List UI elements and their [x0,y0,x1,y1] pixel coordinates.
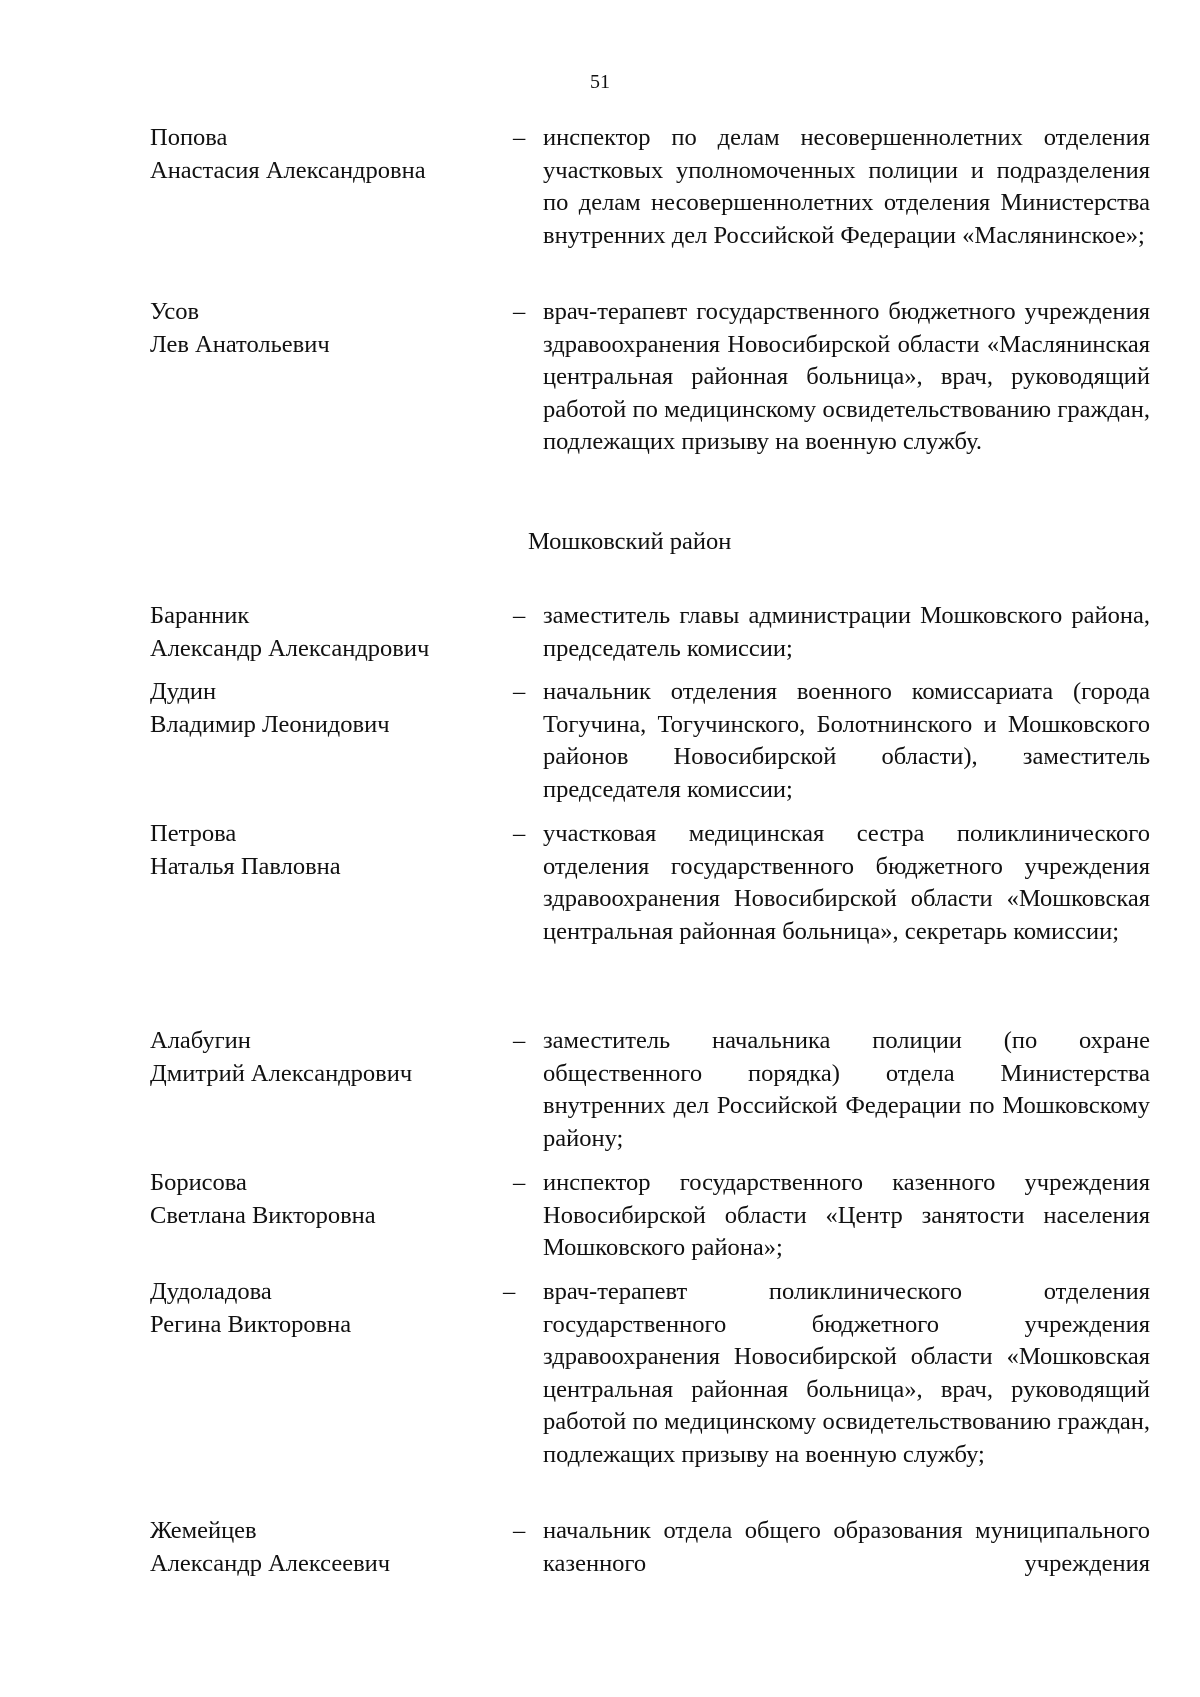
surname: Попова [150,124,228,151]
surname: Алабугин [150,1027,251,1054]
person-name [150,296,500,361]
position-description: участковая медицинская сестра поликлинического отделения государственного бюджетного учреждения здравоохранения Новосибирской области «Мошковская центральная районная больница», секретарь комиссии; [543,820,1150,945]
surname: Борисова [150,1169,247,1196]
position-description: заместитель главы администрации Мошковского района, председатель комиссии; [543,602,1150,662]
position-description: врач-терапевт поликлинического отделения государственного бюджетного учреждения здравоохранения Новосибирской области «Мошковская центральная районная больница», врач, руководящий работой по медицинскому освидетельствованию граждан, подлежащих призыву на военную службу; [543,1278,1150,1468]
person-name [150,1276,500,1341]
position-description: начальник отдела общего образования муниципального казенного учреждения [543,1517,1150,1577]
position-description: начальник отделения военного комиссариата (города Тогучина, Тогучинского, Болотнинского и Мошковского районов Новосибирской области), заместитель председателя комиссии; [543,678,1150,803]
dash-separator: – [503,1278,516,1305]
page-number: 51 [590,71,610,93]
dash-separator: – [513,298,526,325]
dash-separator: – [513,678,526,705]
given-names: Александр Алексеевич [150,1549,391,1577]
position-description: инспектор по делам несовершеннолетних отделения участковых уполномоченных полиции и подразделения по делам несовершеннолетних отделения Министерства внутренних дел Российской Федерации «Маслянинское»; [543,124,1150,249]
person-name [150,122,500,187]
position-description: инспектор государственного казенного учреждения Новосибирской области «Центр занятости населения Мошковского района»; [543,1169,1150,1262]
dash-separator: – [513,1517,526,1544]
surname: Баранник [150,602,250,629]
surname: Петрова [150,820,237,847]
given-names: Лев Анатольевич [150,330,330,358]
dash-separator: – [513,602,526,629]
given-names: Владимир Леонидович [150,710,390,738]
person-name [150,1025,500,1090]
person-name [150,1515,500,1580]
person-name [150,676,500,741]
dash-separator: – [513,820,526,847]
surname: Дудин [150,678,217,705]
surname: Жемейцев [150,1517,257,1544]
given-names: Дмитрий Александрович [150,1059,413,1087]
given-names: Анастасия Александровна [150,156,426,184]
given-names: Александр Александрович [150,634,430,662]
position-description: заместитель начальника полиции (по охране общественного порядка) отдела Министерства внутренних дел Российской Федерации по Мошковскому району; [543,1027,1150,1152]
position-description: врач-терапевт государственного бюджетного учреждения здравоохранения Новосибирской области «Маслянинская центральная районная больница», врач, руководящий работой по медицинскому освидетельствованию граждан, подлежащих призыву на военную службу. [543,298,1150,456]
person-name [150,818,500,883]
given-names: Наталья Павловна [150,852,341,880]
dash-separator: – [513,124,526,151]
district-heading: Мошковский район [528,528,732,555]
dash-separator: – [513,1027,526,1054]
person-name [150,600,500,665]
dash-separator: – [513,1169,526,1196]
given-names: Регина Викторовна [150,1310,352,1338]
person-name [150,1167,500,1232]
surname: Дудоладова [150,1278,272,1305]
surname: Усов [150,298,200,325]
given-names: Светлана Викторовна [150,1201,376,1229]
